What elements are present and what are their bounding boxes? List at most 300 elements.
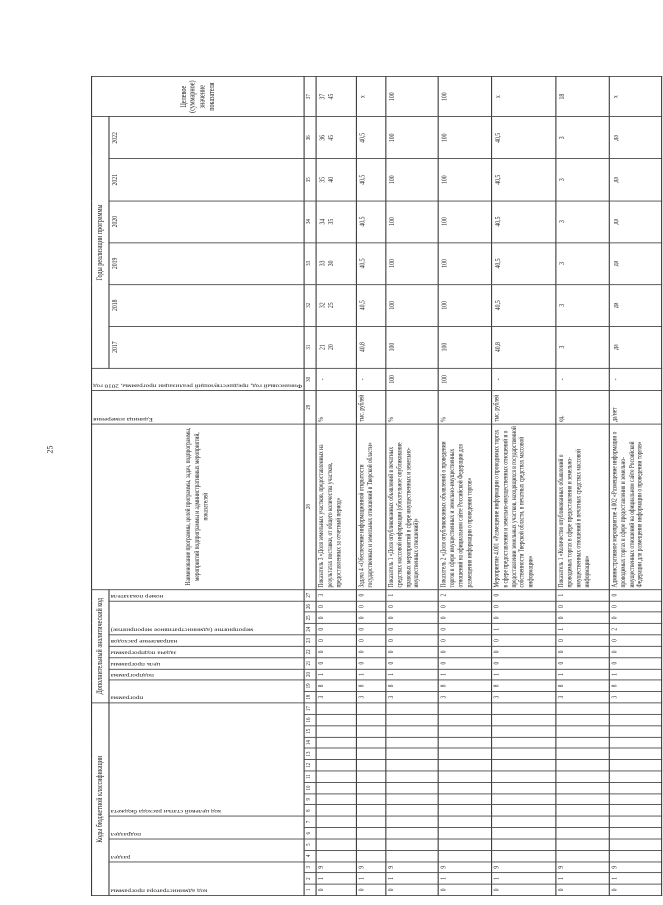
code-cell: 1 bbox=[491, 873, 556, 884]
row-target: x bbox=[357, 76, 386, 116]
code-cell bbox=[556, 771, 609, 782]
code-cell: 0 bbox=[357, 658, 386, 669]
code-cell: 3 bbox=[386, 692, 439, 703]
indicator-no-header: номер показателя bbox=[108, 590, 304, 601]
column-number: 18 bbox=[304, 692, 316, 703]
code-cell: 0 bbox=[438, 612, 491, 623]
code-cell bbox=[609, 737, 662, 748]
code-cell: 8 bbox=[316, 680, 357, 691]
year-2017-header: 2017 bbox=[108, 326, 304, 368]
code-cell bbox=[609, 850, 662, 861]
code-cell: 1 bbox=[357, 669, 386, 680]
row-target: 37 45 bbox=[316, 76, 357, 116]
code-cell bbox=[386, 737, 439, 748]
year-value: 100 bbox=[438, 159, 491, 201]
code-cell: 0 bbox=[556, 635, 609, 646]
target-value-header: Целевое (суммарное) значение показателя bbox=[92, 76, 304, 116]
code-cell bbox=[357, 748, 386, 759]
code-cell bbox=[316, 760, 357, 771]
code-cell: 0 bbox=[438, 601, 491, 612]
code-cell bbox=[609, 805, 662, 816]
year-2018-header: 2018 bbox=[108, 284, 304, 326]
year-value: 40,5 bbox=[357, 284, 386, 326]
column-number: 12 bbox=[304, 760, 316, 771]
code-cell bbox=[609, 748, 662, 759]
code-cell bbox=[357, 726, 386, 737]
code-cell bbox=[491, 794, 556, 805]
column-number: 8 bbox=[304, 805, 316, 816]
code-cell bbox=[357, 850, 386, 861]
year-value: да bbox=[609, 242, 662, 284]
code-cell: 3 bbox=[357, 692, 386, 703]
year-value: 36 45 bbox=[316, 117, 357, 159]
code-cell bbox=[556, 703, 609, 715]
column-number: 29 bbox=[304, 391, 316, 424]
code-cell bbox=[357, 771, 386, 782]
code-cell: 0 bbox=[438, 646, 491, 657]
code-cell bbox=[316, 714, 357, 725]
code-cell bbox=[556, 828, 609, 839]
header-row-1 bbox=[92, 76, 109, 895]
code-cell bbox=[316, 726, 357, 737]
code-cell bbox=[357, 703, 386, 715]
code-cell: 0 bbox=[357, 590, 386, 601]
year-value: 100 bbox=[386, 284, 439, 326]
code-cell bbox=[386, 805, 439, 816]
column-number: 36 bbox=[304, 117, 316, 159]
code-cell: 0 bbox=[357, 601, 386, 612]
code-cell bbox=[316, 828, 357, 839]
row-fin-year: 100 bbox=[438, 368, 491, 391]
row-fin-year: - bbox=[556, 368, 609, 391]
code-cell bbox=[491, 828, 556, 839]
target-code-header: код целевой статьи расхода бюджета bbox=[108, 703, 304, 816]
code-cell bbox=[316, 816, 357, 827]
code-cell bbox=[438, 782, 491, 793]
column-number: 3 bbox=[304, 862, 316, 873]
code-cell bbox=[316, 850, 357, 861]
code-cell bbox=[491, 748, 556, 759]
code-cell bbox=[556, 726, 609, 737]
row-unit: тыс. рублей bbox=[491, 391, 556, 424]
code-cell bbox=[386, 703, 439, 715]
year-value: 3 bbox=[556, 117, 609, 159]
code-cell bbox=[438, 771, 491, 782]
code-cell bbox=[609, 828, 662, 839]
code-cell bbox=[609, 703, 662, 715]
code-cell: 9 bbox=[491, 862, 556, 873]
code-cell bbox=[316, 771, 357, 782]
column-number: 2 bbox=[304, 873, 316, 884]
row-name: Показатель 1 «Количество опубликованных объявлений о проводимых торгах в сфере предоставления и земельно-имущественных отношений в печатных средствах массовой информации» bbox=[556, 424, 609, 590]
code-cell: 1 bbox=[386, 873, 439, 884]
year-value: 3 bbox=[556, 242, 609, 284]
page-number: 25 bbox=[45, 445, 55, 454]
code-cell bbox=[316, 703, 357, 715]
code-cell: 1 bbox=[491, 624, 556, 635]
column-number: 33 bbox=[304, 242, 316, 284]
code-cell: 0 bbox=[357, 612, 386, 623]
code-cell: 0 bbox=[438, 624, 491, 635]
code-cell bbox=[386, 714, 439, 725]
row-target: x bbox=[491, 76, 556, 116]
column-number: 24 bbox=[304, 624, 316, 635]
code-cell: 0 bbox=[386, 658, 439, 669]
table-row bbox=[316, 76, 357, 895]
year-value: 100 bbox=[386, 159, 439, 201]
code-cell: 1 bbox=[556, 590, 609, 601]
year-value: 100 bbox=[386, 201, 439, 243]
year-value: 100 bbox=[386, 326, 439, 368]
code-cell: 0 bbox=[609, 612, 662, 623]
year-value: 100 bbox=[386, 242, 439, 284]
row-fin-year: 100 bbox=[386, 368, 439, 391]
row-target: x bbox=[609, 76, 662, 116]
code-cell bbox=[491, 816, 556, 827]
code-cell bbox=[357, 816, 386, 827]
code-cell bbox=[609, 760, 662, 771]
year-2021-header: 2021 bbox=[108, 159, 304, 201]
code-cell bbox=[357, 839, 386, 850]
code-cell: 0 bbox=[316, 635, 357, 646]
year-value: 33 30 bbox=[316, 242, 357, 284]
column-number: 1 bbox=[304, 884, 316, 895]
code-cell: 0 bbox=[491, 646, 556, 657]
column-number: 28 bbox=[304, 424, 316, 590]
code-cell: 1 bbox=[386, 669, 439, 680]
code-cell: 1 bbox=[609, 669, 662, 680]
code-cell: 1 bbox=[556, 669, 609, 680]
code-cell bbox=[438, 794, 491, 805]
code-cell: 0 bbox=[556, 884, 609, 895]
row-unit: тыс. рублей bbox=[357, 391, 386, 424]
code-cell bbox=[609, 771, 662, 782]
row-fin-year: - bbox=[316, 368, 357, 391]
code-cell bbox=[438, 748, 491, 759]
years-header: Годы реализации программы bbox=[92, 117, 109, 368]
year-value: 40,5 bbox=[357, 117, 386, 159]
row-unit: % bbox=[316, 391, 357, 424]
row-name: Показатель 1 «Доля опубликованных объявлений в печатных средствах массовой информации (обязательное опубликование правовых мероприятий в сфере имущественных и земельно-имущественных отношений)» bbox=[386, 424, 439, 590]
column-number: 37 bbox=[304, 76, 316, 116]
code-cell bbox=[316, 748, 357, 759]
code-cell: 8 bbox=[609, 680, 662, 691]
column-number: 7 bbox=[304, 816, 316, 827]
task-sub-header: задача подпрограммы bbox=[108, 646, 304, 657]
code-cell: 0 bbox=[316, 612, 357, 623]
activity-header: мероприятие (административное мероприятие) bbox=[108, 601, 304, 635]
code-cell: 1 bbox=[438, 873, 491, 884]
direction-header: направление расходов bbox=[108, 635, 304, 646]
code-cell: 9 bbox=[386, 862, 439, 873]
code-cell: 1 bbox=[438, 669, 491, 680]
code-cell bbox=[556, 816, 609, 827]
table-row bbox=[386, 76, 439, 895]
year-value: 40,5 bbox=[491, 284, 556, 326]
code-cell bbox=[491, 703, 556, 715]
code-cell bbox=[357, 828, 386, 839]
fin-year-header: Финансовый год, предшествующий реализации программы, 2016 год bbox=[92, 368, 304, 391]
admin-code-header: код администратора программы bbox=[108, 862, 304, 896]
code-cell: 0 bbox=[316, 646, 357, 657]
code-cell bbox=[438, 760, 491, 771]
year-value: 100 bbox=[438, 242, 491, 284]
table-row bbox=[357, 76, 386, 895]
column-number: 25 bbox=[304, 612, 316, 623]
code-cell: 3 bbox=[609, 692, 662, 703]
code-cell: 0 bbox=[609, 590, 662, 601]
code-cell: 0 bbox=[491, 884, 556, 895]
code-cell bbox=[491, 782, 556, 793]
code-cell: 0 bbox=[609, 884, 662, 895]
year-value: 100 bbox=[438, 326, 491, 368]
additional-codes-header: Дополнительный аналитический код bbox=[92, 590, 109, 703]
code-cell: 9 bbox=[357, 862, 386, 873]
year-value: 34 35 bbox=[316, 201, 357, 243]
code-cell bbox=[357, 737, 386, 748]
row-name: Мероприятие 4.001 «Размещение информации о проводимых торгах в сфере предоставления и земельно-имущественных отношений и о предоставлении земельных участков, находящихся в государственной собственности Тверской области, в печатных средствах массовой информации» bbox=[491, 424, 556, 590]
code-cell bbox=[556, 794, 609, 805]
code-cell bbox=[556, 714, 609, 725]
code-cell bbox=[357, 760, 386, 771]
year-value: да bbox=[609, 284, 662, 326]
row-fin-year: - bbox=[609, 368, 662, 391]
code-cell: 0 bbox=[386, 646, 439, 657]
code-cell bbox=[438, 850, 491, 861]
code-cell bbox=[556, 805, 609, 816]
code-cell: 3 bbox=[316, 692, 357, 703]
code-cell bbox=[386, 816, 439, 827]
code-cell bbox=[438, 839, 491, 850]
year-value: 40,5 bbox=[491, 201, 556, 243]
year-value: 100 bbox=[438, 284, 491, 326]
column-number: 4 bbox=[304, 850, 316, 861]
year-value: 40,5 bbox=[491, 117, 556, 159]
code-cell: 0 bbox=[316, 884, 357, 895]
subprogram-add-header: подпрограмма bbox=[108, 669, 304, 680]
year-value: да bbox=[609, 326, 662, 368]
row-target: 100 bbox=[438, 76, 491, 116]
code-cell bbox=[609, 726, 662, 737]
code-cell: 1 bbox=[316, 669, 357, 680]
code-cell: 1 bbox=[609, 873, 662, 884]
budget-codes-header: Коды бюджетной классификации bbox=[92, 703, 109, 896]
year-2020-header: 2020 bbox=[108, 201, 304, 243]
year-value: 40,5 bbox=[357, 242, 386, 284]
column-number: 19 bbox=[304, 680, 316, 691]
code-cell: 0 bbox=[609, 635, 662, 646]
table-row bbox=[556, 76, 609, 895]
column-number: 11 bbox=[304, 771, 316, 782]
code-cell: 3 bbox=[438, 692, 491, 703]
year-value: 32 25 bbox=[316, 284, 357, 326]
code-cell bbox=[316, 839, 357, 850]
row-name: Задача 4 «Обеспечение информационной открытости государственных и земельных отношений в Тверской области» bbox=[357, 424, 386, 590]
code-cell: 3 bbox=[491, 692, 556, 703]
code-cell bbox=[491, 714, 556, 725]
code-cell: 1 bbox=[556, 624, 609, 635]
column-number: 16 bbox=[304, 714, 316, 725]
column-number: 17 bbox=[304, 703, 316, 715]
row-target: 100 bbox=[386, 76, 439, 116]
code-cell bbox=[386, 726, 439, 737]
code-cell bbox=[386, 748, 439, 759]
row-fin-year: - bbox=[491, 368, 556, 391]
column-number: 6 bbox=[304, 828, 316, 839]
program-add-header: программа bbox=[108, 680, 304, 703]
code-cell bbox=[386, 839, 439, 850]
code-cell bbox=[556, 748, 609, 759]
column-number: 15 bbox=[304, 726, 316, 737]
code-cell bbox=[316, 737, 357, 748]
code-cell bbox=[438, 737, 491, 748]
code-cell: 0 bbox=[556, 646, 609, 657]
task-prog-header: цель программы bbox=[108, 658, 304, 669]
code-cell bbox=[316, 805, 357, 816]
column-number: 35 bbox=[304, 159, 316, 201]
code-cell: 0 bbox=[386, 635, 439, 646]
code-cell bbox=[491, 805, 556, 816]
code-cell bbox=[609, 839, 662, 850]
code-cell: 0 bbox=[357, 884, 386, 895]
code-cell: 1 bbox=[386, 590, 439, 601]
column-number: 14 bbox=[304, 737, 316, 748]
code-cell bbox=[357, 714, 386, 725]
code-cell: 8 bbox=[556, 680, 609, 691]
year-value: да bbox=[609, 159, 662, 201]
row-target: 18 bbox=[556, 76, 609, 116]
row-unit: ед. bbox=[556, 391, 609, 424]
row-unit: % bbox=[438, 391, 491, 424]
code-cell bbox=[357, 782, 386, 793]
year-2019-header: 2019 bbox=[108, 242, 304, 284]
code-cell bbox=[556, 782, 609, 793]
code-cell: 8 bbox=[491, 680, 556, 691]
table-row bbox=[491, 76, 556, 895]
row-unit: % bbox=[386, 391, 439, 424]
code-cell bbox=[438, 828, 491, 839]
year-value: 40,5 bbox=[491, 242, 556, 284]
code-cell: 8 bbox=[438, 680, 491, 691]
code-cell bbox=[316, 794, 357, 805]
year-value: да bbox=[609, 201, 662, 243]
year-value: 100 bbox=[438, 117, 491, 159]
code-cell: 0 bbox=[386, 601, 439, 612]
code-cell: 0 bbox=[386, 884, 439, 895]
year-value: 40,8 bbox=[357, 326, 386, 368]
code-cell bbox=[438, 816, 491, 827]
code-cell: 0 bbox=[491, 658, 556, 669]
program-indicators-table bbox=[91, 76, 663, 896]
row-name: Показатель 2 «Доля опубликованных объявлений о проведении торгов в сфере имущественных и земельно-имущественных отношений на официальном сайте Российской Федерации для размещения информации о проведении торгов» bbox=[438, 424, 491, 590]
column-number: 10 bbox=[304, 782, 316, 793]
code-cell: 0 bbox=[386, 612, 439, 623]
code-cell bbox=[491, 726, 556, 737]
year-value: 3 bbox=[556, 326, 609, 368]
row-unit: да/нет bbox=[609, 391, 662, 424]
year-value: 100 bbox=[386, 117, 439, 159]
table-row bbox=[438, 76, 491, 895]
code-cell: 0 bbox=[491, 590, 556, 601]
year-value: 100 bbox=[438, 201, 491, 243]
code-cell: 3 bbox=[316, 590, 357, 601]
column-number: 31 bbox=[304, 326, 316, 368]
code-cell bbox=[609, 714, 662, 725]
code-cell: 0 bbox=[316, 624, 357, 635]
column-number: 30 bbox=[304, 368, 316, 391]
code-cell: 0 bbox=[386, 624, 439, 635]
unit-header: Единица измерения bbox=[92, 391, 304, 424]
column-number: 5 bbox=[304, 839, 316, 850]
code-cell: 0 bbox=[609, 601, 662, 612]
year-value: 21 20 bbox=[316, 326, 357, 368]
code-cell: 0 bbox=[556, 658, 609, 669]
code-cell: 0 bbox=[556, 612, 609, 623]
code-cell: 0 bbox=[357, 624, 386, 635]
code-cell bbox=[438, 714, 491, 725]
column-number: 20 bbox=[304, 669, 316, 680]
year-2022-header: 2022 bbox=[108, 117, 304, 159]
year-value: 40,5 bbox=[491, 159, 556, 201]
row-fin-year: - bbox=[357, 368, 386, 391]
code-cell: 0 bbox=[438, 635, 491, 646]
code-cell: 9 bbox=[316, 862, 357, 873]
code-cell bbox=[386, 828, 439, 839]
column-number: 26 bbox=[304, 601, 316, 612]
column-number: 23 bbox=[304, 635, 316, 646]
table-body bbox=[316, 76, 662, 895]
code-cell bbox=[609, 816, 662, 827]
code-cell: 9 bbox=[438, 862, 491, 873]
code-cell bbox=[386, 760, 439, 771]
code-cell bbox=[386, 782, 439, 793]
code-cell: 0 bbox=[316, 658, 357, 669]
code-cell bbox=[609, 794, 662, 805]
column-number: 13 bbox=[304, 748, 316, 759]
row-name: Показатель 3 «Доля земельных участков, предоставленных на результатах поставки, от общего количества участков, предоставленных за отчетный период» bbox=[316, 424, 357, 590]
code-cell: 0 bbox=[556, 601, 609, 612]
code-cell bbox=[357, 805, 386, 816]
code-cell: 1 bbox=[491, 669, 556, 680]
code-cell bbox=[438, 805, 491, 816]
year-value: 40,5 bbox=[357, 201, 386, 243]
code-cell: 0 bbox=[357, 646, 386, 657]
code-cell bbox=[491, 737, 556, 748]
year-value: 40,8 bbox=[491, 326, 556, 368]
code-cell: 8 bbox=[357, 680, 386, 691]
code-cell bbox=[438, 703, 491, 715]
code-cell bbox=[438, 726, 491, 737]
name-header: Наименование программы, целей программы, задач, подпрограммы, мероприятий подпрограммы и административных мероприятий, показателей bbox=[92, 424, 304, 590]
code-cell bbox=[386, 794, 439, 805]
code-cell bbox=[491, 850, 556, 861]
year-value: да bbox=[609, 117, 662, 159]
section-header: раздел bbox=[108, 839, 304, 862]
code-cell: 0 bbox=[491, 635, 556, 646]
code-cell bbox=[556, 839, 609, 850]
code-cell bbox=[609, 782, 662, 793]
subsection-header: подраздел bbox=[108, 816, 304, 839]
code-cell: 0 bbox=[609, 658, 662, 669]
code-cell: 0 bbox=[357, 635, 386, 646]
code-cell: 1 bbox=[556, 873, 609, 884]
column-number: 9 bbox=[304, 794, 316, 805]
year-value: 3 bbox=[556, 201, 609, 243]
code-cell: 2 bbox=[609, 624, 662, 635]
code-cell: 0 bbox=[491, 612, 556, 623]
code-cell bbox=[556, 850, 609, 861]
code-cell bbox=[556, 737, 609, 748]
